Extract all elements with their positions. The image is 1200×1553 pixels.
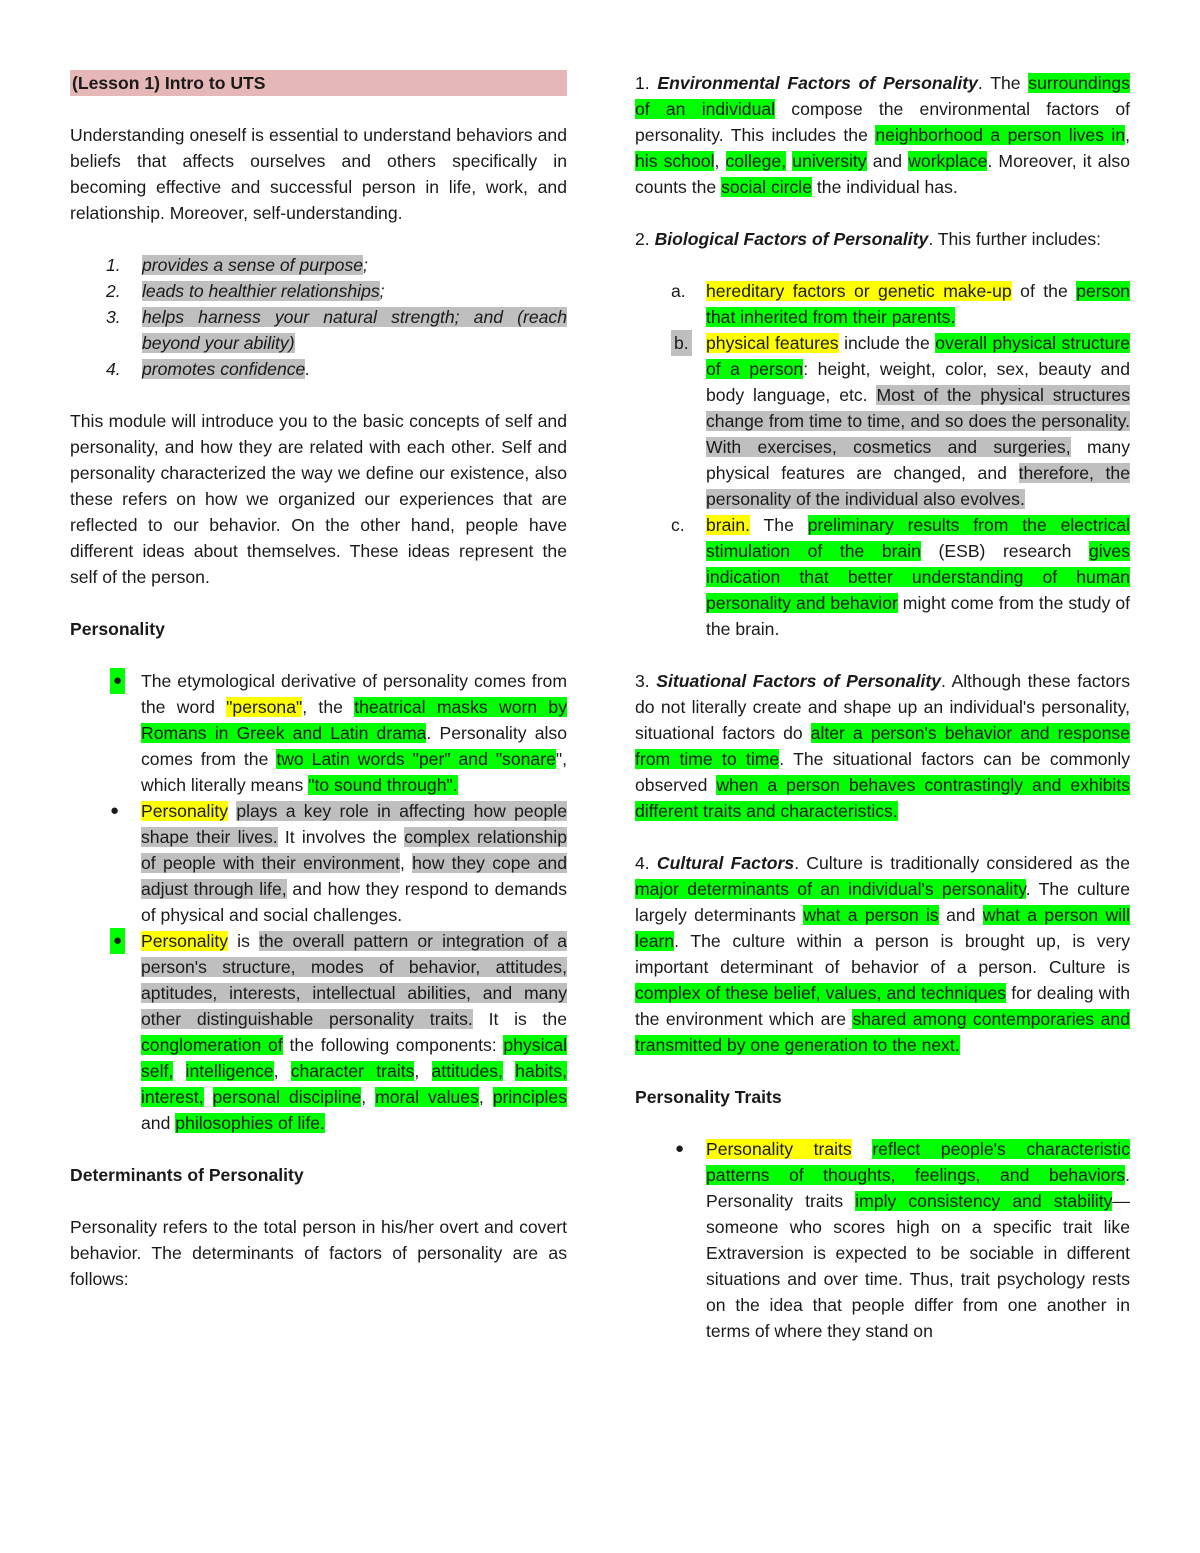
list-item: ● The etymological derivative of personality comes from the word "persona", the theatrical masks worn by Romans in Greek and Latin drama. Personality also comes from the two Latin words "per" and "sonare", which literally means "to sound through".	[70, 668, 567, 798]
benefits-list	[70, 252, 567, 382]
determinants-paragraph: Personality refers to the total person in his/her overt and covert behavior. The determinants of factors of personality are as follows:	[70, 1217, 567, 1289]
lesson-title: (Lesson 1) Intro to UTS	[70, 70, 567, 96]
bullet-icon: ●	[110, 668, 125, 694]
list-item: a. hereditary factors or genetic make-up of the person that inherited from their parents.	[671, 281, 1131, 327]
personality-bullets	[70, 668, 567, 1136]
list-item: 1. provides a sense of purpose;	[106, 255, 368, 275]
list-item: ● Personality traits reflect people's characteristic patterns of thoughts, feelings, and behaviors. Personality traits imply consistency and stability—someone who scores high on a specific trait like Extraversion is expected to be sociable in different situations and over time. Thus, trait psychology rests on the idea that people differ from one another in terms of where they stand on	[635, 1136, 1130, 1344]
intro-paragraph: Understanding oneself is essential to understand behaviors and beliefs that affects ourselves and others specifically in becoming effective and successful person in life, work, and relationship. Moreover, self-understanding.	[70, 125, 567, 223]
personality-traits-bullets	[635, 1136, 1130, 1344]
bullet-icon: ●	[675, 1140, 685, 1157]
list-item: 4. promotes confidence.	[106, 359, 311, 379]
biological-factors-list	[635, 278, 1130, 642]
environmental-factors-paragraph: 1. Environmental Factors of Personality. The surroundings of an individual compose the environmental factors of personality. This includes the neighborhood a person lives in, his school, college, university and workplace. Moreover, it also counts the social circle the individual has.	[635, 73, 1130, 197]
bullet-icon: ●	[110, 802, 120, 819]
personality-traits-heading: Personality Traits	[635, 1087, 782, 1107]
cultural-factors-paragraph: 4. Cultural Factors. Culture is traditionally considered as the major determinants of an individual's personality. The culture largely determinants what a person is and what a person will learn. The culture within a person is brought up, is very important determinant of behavior of a person. Culture is complex of these belief, values, and techniques for dealing with the environment which are shared among contemporaries and transmitted by one generation to the next.	[635, 853, 1131, 1055]
situational-factors-paragraph: 3. Situational Factors of Personality. Although these factors do not literally create and shape up an individual's personality, situational factors do alter a person's behavior and response from time to time. The situational factors can be commonly observed when a person behaves contrastingly and exhibits different traits and characteristics.	[635, 671, 1131, 821]
determinants-heading: Determinants of Personality	[70, 1165, 304, 1185]
list-item: ● Personality is the overall pattern or integration of a person's structure, modes of behavior, attitudes, aptitudes, interests, intellectual abilities, and many other distinguishable personality traits. It is the conglomeration of the following components: physical self, intelligence, character traits, attitudes, habits, interest, personal discipline, moral values, principles and philosophies of life.	[70, 928, 567, 1136]
left-column	[70, 70, 567, 1292]
personality-heading: Personality	[70, 619, 165, 639]
list-item: b. physical features include the overall physical structure of a person: height, weight, color, sex, beauty and body language, etc. Most of the physical structures change from time to time, and so does the personality. With exercises, cosmetics and surgeries, many physical features are changed, and therefore, the personality of the individual also evolves.	[635, 330, 1130, 512]
list-item: 3. helps harness your natural strength; and (reach beyond your ability)	[106, 307, 567, 353]
list-item: ● Personality plays a key role in affecting how people shape their lives. It involves the complex relationship of people with their environment, how they cope and adjust through life, and how they respond to demands of physical and social challenges.	[70, 798, 567, 928]
list-item: 2. leads to healthier relationships;	[106, 281, 385, 301]
right-column	[635, 70, 1130, 1344]
module-paragraph: This module will introduce you to the basic concepts of self and personality, and how they are related with each other. Self and personality characterized the way we define our existence, also these refers on how we organized our experiences that are reflected to our behavior. On the other hand, people have different ideas about themselves. These ideas represent the self of the person.	[70, 411, 567, 587]
bullet-icon: ●	[110, 928, 125, 954]
biological-factors-paragraph: 2. Biological Factors of Personality. This further includes:	[635, 229, 1102, 249]
list-item: c. brain. The preliminary results from the electrical stimulation of the brain (ESB) research gives indication that better understanding of human personality and behavior might come from the study of the brain.	[671, 515, 1130, 639]
